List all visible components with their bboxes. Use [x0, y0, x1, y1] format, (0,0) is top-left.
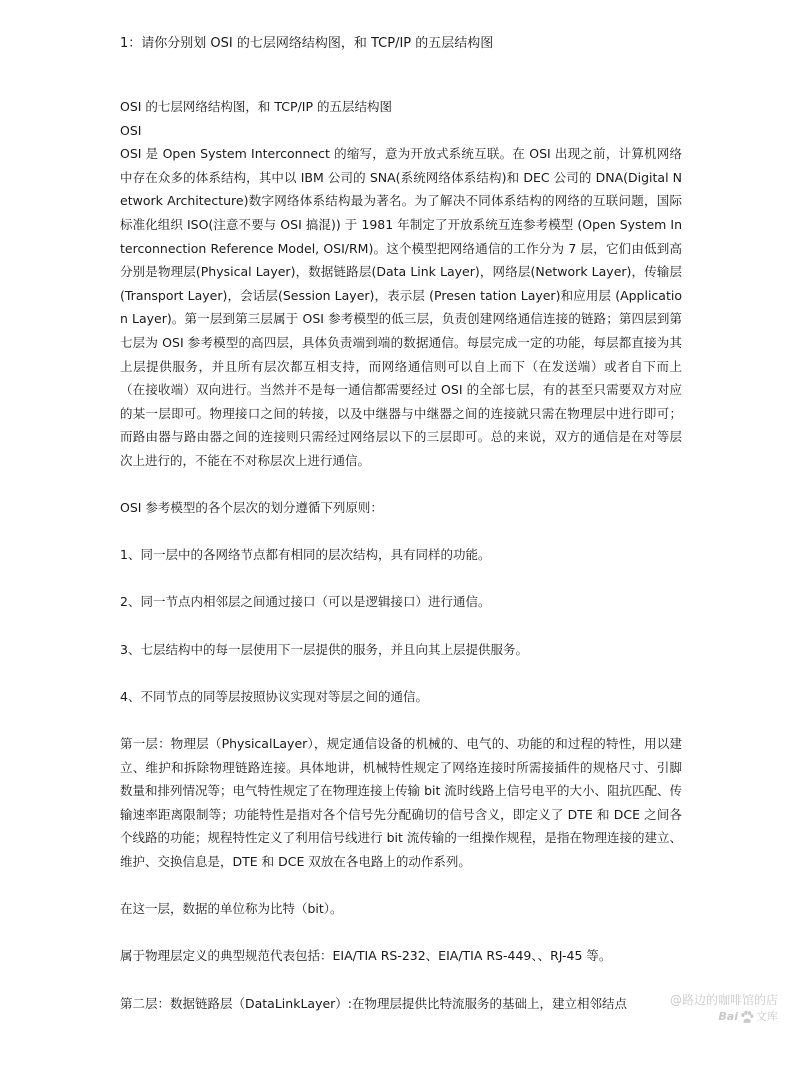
paragraph-spacer	[120, 661, 682, 685]
paragraph-data-link-layer: 第二层：数据链路层（DataLinkLayer）:在物理层提供比特流服务的基础上，建立相邻结点	[120, 995, 628, 1011]
baidu-wenku-logo	[670, 1010, 778, 1024]
section-heading: OSI 的七层网络结构图，和 TCP/IP 的五层结构图	[120, 99, 392, 114]
list-item: 4、不同节点的同等层按照协议实现对等层之间的通信。	[120, 688, 428, 704]
paragraph-spacer	[120, 968, 682, 992]
list-item: 3、七层结构中的每一层使用下一层提供的服务，并且向其上层提供服务。	[120, 641, 528, 657]
paragraph-spacer	[120, 614, 682, 638]
document-body	[120, 95, 682, 1015]
paragraph-principles-heading: OSI 参考模型的各个层次的划分遵循下列原则：	[120, 500, 383, 516]
paragraph-spacer	[120, 567, 682, 591]
paragraph-spacer	[120, 921, 682, 945]
paragraph-spacer	[120, 708, 682, 732]
section-subheading: OSI	[120, 122, 142, 138]
watermark-brand-suffix: 文库	[756, 1010, 778, 1023]
list-item: 1、同一层中的各网络节点都有相同的层次结构，具有同样的功能。	[120, 547, 491, 563]
document-title: 1：请你分别划 OSI 的七层网络结构图，和 TCP/IP 的五层结构图	[120, 36, 494, 51]
paragraph-osi-intro: OSI 是 Open System Interconnect 的缩写，意为开放式系统互联。在 OSI 出现之前，计算机网络中存在众多的体系结构，其中以 IBM 公司的 SNA(系统网络体系结构)和 DEC 公司的 DNA(Digital Network Architecture)数字网络体系结构最为著名。为了解决不同体系结构的网络的互联问题，国际标准化组织 ISO(注意不要与 OSI 搞混)) 于 1981 年制定了开放系统互连参考模型 (Open System Interconnection Reference Model, OSI/RM)。这个模型把网络通信的工作分为 7 层，它们由低到高分别是物理层(Physical Layer)，数据链路层(Data Link Layer)，网络层(Network Layer)，传输层(Transport Layer)，会话层(Session Layer)，表示层 (Presen tation Layer)和应用层 (Application Layer)。第一层到第三层属于 OSI 参考模型的低三层，负责创建网络通信连接的链路；第四层到第七层为 OSI 参考模型的高四层，具体负责端到端的数据通信。每层完成一定的功能，每层都直接为其上层提供服务，并且所有层次都互相支持，而网络通信则可以自上而下（在发送端）或者自下而上（在接收端）双向进行。当然并不是每一通信都需要经过 OSI 的全部七层，有的甚至只需要双方对应的某一层即可。物理接口之间的转接，以及中继器与中继器之间的连接就只需在物理层中进行即可；而路由器与路由器之间的连接则只需经过网络层以下的三层即可。总的来说，双方的通信是在对等层次上进行的，不能在不对称层次上进行通信。	[120, 146, 682, 468]
paragraph-physical-layer: 第一层：物理层（PhysicalLayer），规定通信设备的机械的、电气的、功能的和过程的特性，用以建立、维护和拆除物理链路连接。具体地讲，机械特性规定了网络连接时所需接插件的规格尺寸、引脚数量和排列情况等；电气特性规定了在物理连接上传输 bit 流时线路上信号电平的大小、阻抗匹配、传输速率距离限制等；功能特性是指对各个信号先分配确切的信号含义，即定义了 DTE 和 DCE 之间各个线路的功能；规程特性定义了利用信号线进行 bit 流传输的一组操作规程，是指在物理连接的建立、维护、交换信息是，DTE 和 DCE 双放在各电路上的动作系列。	[120, 736, 682, 869]
list-item: 2、同一节点内相邻层之间通过接口（可以是逻辑接口）进行通信。	[120, 594, 491, 610]
watermark	[670, 992, 778, 1024]
watermark-brand-bai: Bai	[718, 1010, 738, 1023]
paragraph-bit-unit: 在这一层，数据的单位称为比特（bit）。	[120, 901, 343, 917]
paragraph-physical-specs: 属于物理层定义的典型规范代表包括：EIA/TIA RS-232、EIA/TIA RS-449、、RJ-45 等。	[120, 948, 612, 964]
paragraph-spacer	[120, 473, 682, 497]
watermark-text: @路边的咖啡馆的店	[669, 993, 778, 1007]
paragraph-spacer	[120, 520, 682, 544]
paragraph-spacer	[120, 874, 682, 898]
baidu-paw-icon	[740, 1010, 754, 1024]
